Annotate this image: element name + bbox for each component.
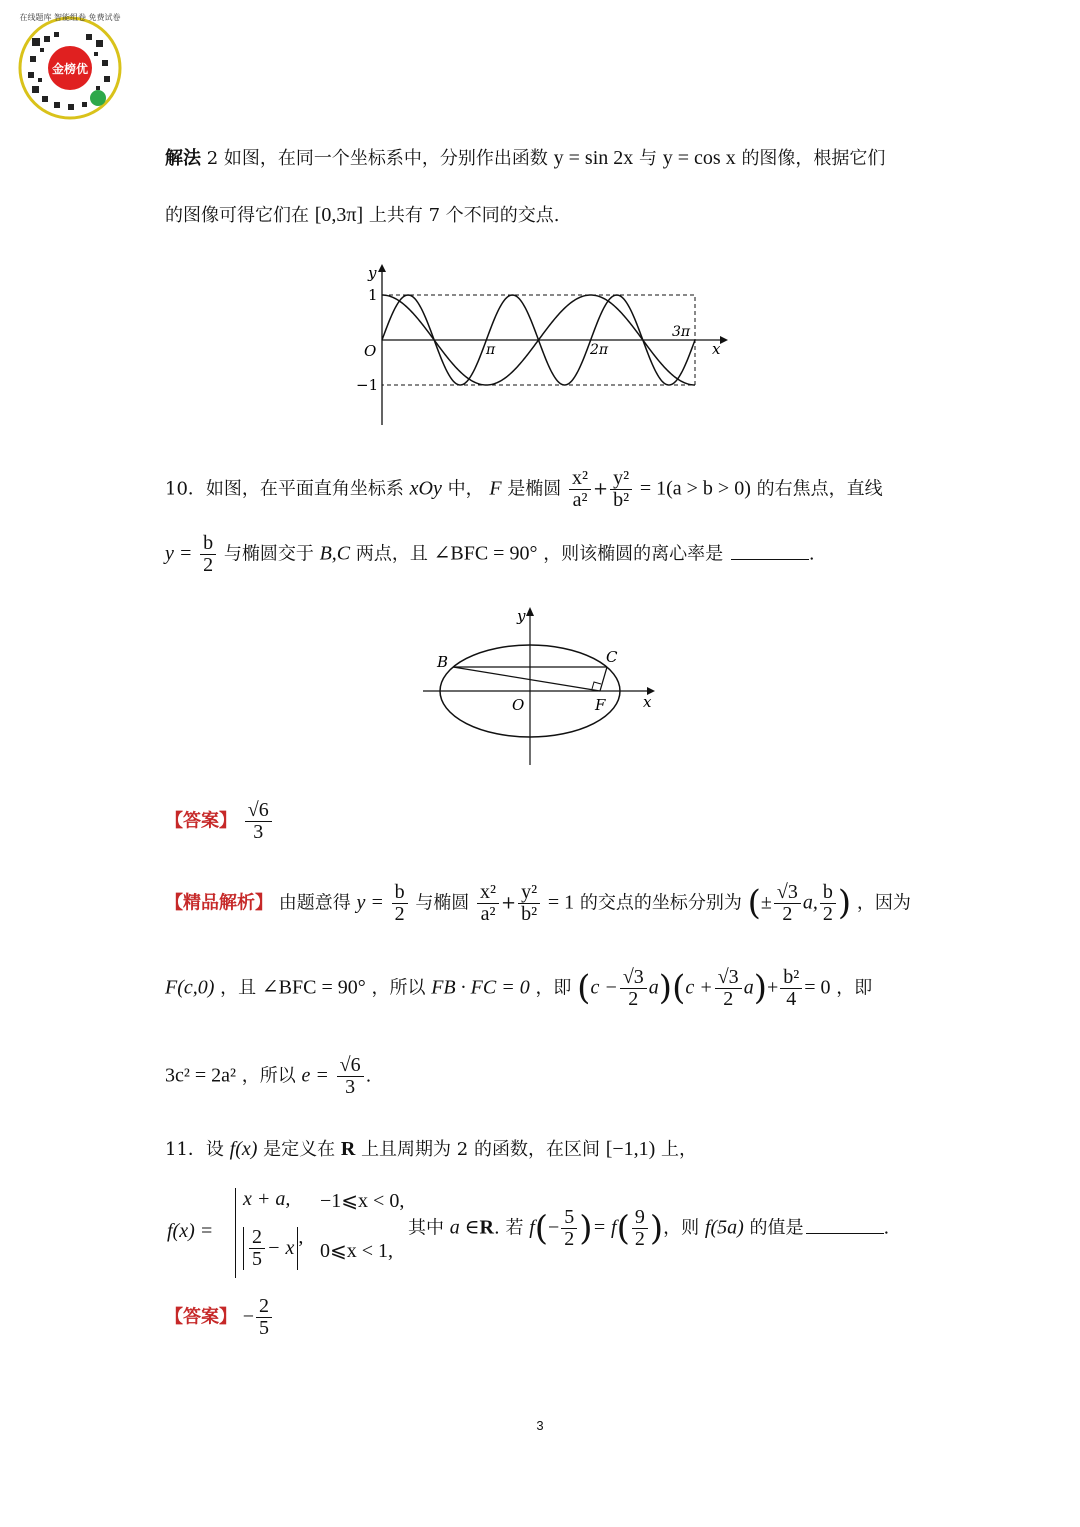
- page-number: 3: [536, 1418, 544, 1433]
- sin-cos-graph: [350, 260, 730, 430]
- tick-minus-1: −1: [356, 376, 379, 394]
- answer-blank: [731, 559, 809, 560]
- graph2-y-label: y: [517, 607, 526, 625]
- sol10-line3: 3c² = 2a² ，所以 e = $\frac{√6}{3}$ .: [165, 1054, 372, 1098]
- q10-line2: y = $\frac{b}{2}$ 与椭圆交于 B,C 两点，且 ∠BFC = 90° ，则该椭圆的离心率是 .: [165, 532, 815, 576]
- case1-expr: x + a,: [243, 1188, 291, 1210]
- point-F: F: [595, 696, 606, 714]
- logo-top-text: 在线题库 智能组卷 免费试卷: [19, 13, 121, 22]
- point-C: C: [606, 648, 618, 666]
- method2-line2: 的图像可得它们在 [0,3π] 上共有 7 个不同的交点.: [165, 204, 560, 226]
- vector-dot-product: FB · FC = 0: [431, 976, 530, 999]
- sol10-line1: 【精品解析】 由题意得 y = $\frac{b}{2}$ 与椭圆 $\frac{\text{x²}}{\text{a²}}$ + $\frac{\text{y²}}{\text{b²}}$ = 1 的交点的坐标分别为 (± $\frac{√3}{2}$ a, $\frac{b}{2}$ ) ，因为: [165, 881, 911, 925]
- case2-cond: 0⩽x < 1,: [320, 1240, 394, 1262]
- frac-x2-a2: $\frac{\text{x²}}{\text{a²}}$: [569, 468, 591, 511]
- answer-blank-11: [806, 1233, 884, 1234]
- graph1-origin: O: [364, 342, 377, 360]
- tick-2pi: 2π: [590, 342, 609, 358]
- logo-qr-badge: [10, 6, 130, 126]
- eq-cosx: y = cos x: [662, 147, 736, 169]
- graph1-y-label: y: [368, 264, 377, 282]
- q10-line1: 10．如图，在平面直角坐标系 xOy 中， F 是椭圆 $\frac{\text{x²}}{\text{a²}}$ + $\frac{\text{y²}}{\text{b²}}$ = 1(a > b > 0) 的右焦点，直线: [165, 467, 883, 511]
- case2-expr: $\frac{2}{5}$ − x ,: [243, 1226, 303, 1270]
- answer10-value: $\frac{√6}{3}$: [245, 800, 272, 843]
- answer11-value: $\frac{2}{5}$: [256, 1296, 272, 1339]
- answer11: 【答案】 − $\frac{2}{5}$: [165, 1296, 274, 1339]
- q11-line2-tail: 其中 a ∈R. 若 f(− $\frac{5}{2}$ )= f( $\frac{9}{2}$ )，则 f(5a) 的值是 .: [408, 1206, 890, 1250]
- piecewise-brace: [235, 1188, 236, 1278]
- sol10-line2: F(c,0) ，且 ∠BFC = 90° ，所以 FB · FC = 0 ，即 (c − $\frac{√3}{2}$ a)(c + $\frac{√3}{2}$ a)+ $\frac{\text{b²}}{4}$ = 0 ，即: [165, 966, 873, 1010]
- case1-cond: −1⩽x < 0,: [320, 1190, 405, 1212]
- graph2-x-label: x: [643, 693, 652, 711]
- graph1-x-label: x: [712, 340, 721, 358]
- right-angle-mark: [592, 682, 601, 689]
- tick-1: 1: [368, 286, 378, 304]
- eq-sin2x: y = sin 2x: [553, 147, 634, 169]
- tick-3pi: 3π: [672, 324, 691, 340]
- tick-pi: π: [486, 342, 496, 358]
- frac-y2-b2: $\frac{\text{y²}}{\text{b²}}$: [610, 468, 632, 511]
- answer-label: 【答案】: [165, 810, 237, 832]
- q11-fx-label: f(x) =: [167, 1220, 214, 1242]
- q11-line1: 11．设 f(x) 是定义在 R 上且周期为 2 的函数，在区间 [−1,1) 上，: [165, 1138, 698, 1160]
- ellipse-graph: [415, 603, 665, 768]
- answer10: [165, 800, 274, 843]
- method2-label: 解法: [165, 148, 201, 169]
- analysis-label: 【精品解析】: [165, 892, 273, 914]
- point-O: O: [512, 696, 525, 714]
- point-B: B: [437, 653, 449, 671]
- method2-line1: 解法 2 如图，在同一个坐标系中，分别作出函数 y = sin 2x 与 y = cos x 的图像，根据它们: [165, 147, 886, 169]
- answer-label: 【答案】: [165, 1306, 237, 1328]
- frac-b-2: $\frac{b}{2}$: [200, 533, 216, 576]
- line-CF: [600, 667, 607, 691]
- line-BF: [453, 667, 600, 691]
- logo-center-text: 金榜优: [51, 62, 89, 76]
